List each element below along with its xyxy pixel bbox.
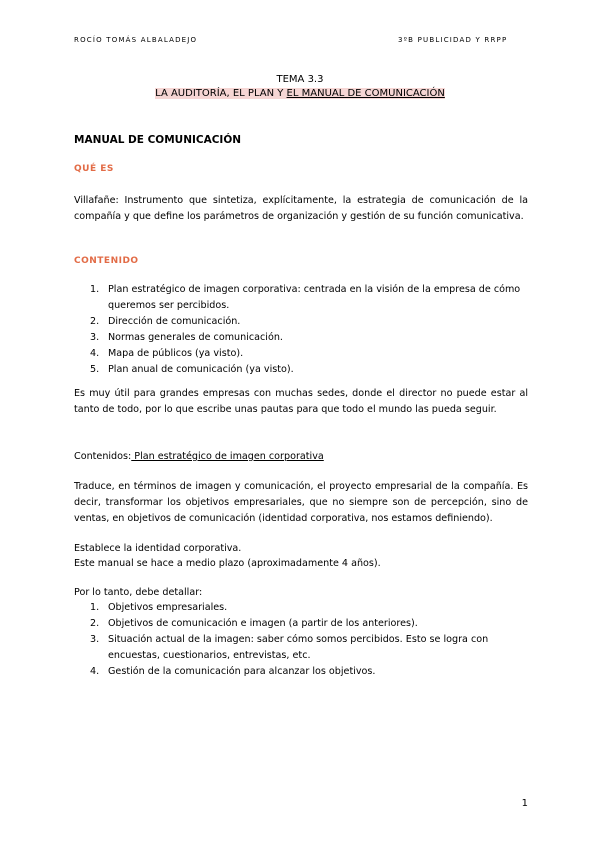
- list-item: 4. Mapa de públicos (ya visto).: [90, 348, 244, 359]
- list-item: 2. Dirección de comunicación.: [90, 316, 241, 327]
- section-heading: MANUAL DE COMUNICACIÓN: [74, 134, 242, 146]
- list-item: 5. Plan anual de comunicación (ya visto).: [90, 364, 294, 375]
- detallar-intro: Por lo tanto, debe detallar:: [74, 587, 203, 598]
- subtitle-part2: EL MANUAL DE COMUNICACIÓN: [286, 88, 445, 99]
- page-number: 1: [521, 798, 528, 809]
- section-que-es: QUÉ ES: [74, 164, 114, 174]
- content-list: [74, 282, 528, 378]
- list-item: 1. Plan estratégico de imagen corporativa: centrada en la visión de la empresa de cómo queremos ser percibidos.: [90, 284, 521, 311]
- list-item: 4. Gestión de la comunicación para alcanzar los objetivos.: [90, 666, 376, 677]
- definition-paragraph: Villafañe: Instrumento que sintetiza, explícitamente, la estrategia de comunicación de la compañía y que define los parámetros de organización y gestión de su función comunicativa.: [74, 195, 528, 222]
- subtitle-part1: LA AUDITORÍA, EL PLAN Y: [155, 88, 287, 99]
- contenidos-line: [74, 449, 528, 465]
- list-item: 2. Objetivos de comunicación e imagen (a partir de los anteriores).: [90, 618, 418, 629]
- list-item: 3. Situación actual de la imagen: saber cómo somos percibidos. Esto se logra con encuestas, cuestionarios, entrevistas, etc.: [90, 634, 489, 661]
- header-author: ROCÍO TOMÁS ALBALADEJO: [74, 36, 198, 44]
- tema-number: TEMA 3.3: [276, 74, 324, 85]
- list-item: 3. Normas generales de comunicación.: [90, 332, 283, 343]
- establece-line: Establece la identidad corporativa.: [74, 543, 242, 554]
- section-contenido: CONTENIDO: [74, 256, 139, 266]
- list-item: 1. Objetivos empresariales.: [90, 602, 228, 613]
- document-subtitle: [0, 88, 600, 99]
- detallar-list: [74, 600, 528, 680]
- contenidos-topic: Plan estratégico de imagen corporativa: [131, 451, 324, 462]
- useful-paragraph: Es muy útil para grandes empresas con muchas sedes, donde el director no puede estar al tanto de todo, por lo que escribe unas pautas para que todo el mundo las pueda seguir.: [74, 388, 528, 415]
- contenidos-label: Contenidos:: [74, 451, 132, 462]
- header-course: 3ºB PUBLICIDAD Y RRPP: [398, 36, 508, 44]
- manual-line: Este manual se hace a medio plazo (aproximadamente 4 años).: [74, 558, 381, 569]
- traduce-paragraph: Traduce, en términos de imagen y comunicación, el proyecto empresarial de la compañía. Es decir, transformar los objetivos empresariales, que no siempre son de percepción, sino de ventas, en objetivos de comunicación (identidad corporativa, nos estamos definiendo).: [74, 481, 528, 524]
